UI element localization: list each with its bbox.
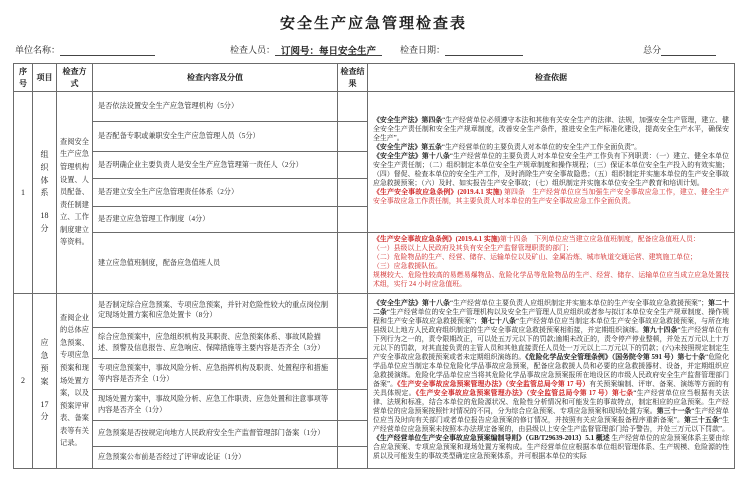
basis-paragraph: 规模较大、危险性较高的易燃易爆物品、危险化学品等危险物品的生产、经营、储存、运输单位应当成立应急处置技术组，实行 24 小时应急值班。 xyxy=(373,271,729,288)
basis-paragraph: 《安全生产法》第四条“生产经营单位必须遵守本法和其他有关安全生产的法律、法规，加强安全生产管理，建立、健全安全生产责任制和安全生产规章制度，改善安全生产条件，推进安全生产标准化建设，提高安全生产水平，确保安全生产”。 xyxy=(373,117,729,143)
basis-cell xyxy=(368,92,735,233)
unit-name-blank[interactable] xyxy=(60,44,155,56)
result-cell[interactable] xyxy=(338,207,368,233)
unit-name-label: 单位名称： xyxy=(15,45,61,55)
table-row xyxy=(14,233,735,294)
check-item-text: 是否配备专职或兼职安全生产应急管理人员（5分） xyxy=(93,122,338,152)
basis-paragraph: 《生产安全事故应急条例》(2019.4.1 实施)第十四条 下列单位应当建立应急值班制度，配备应急值班人员： xyxy=(373,236,700,243)
basis-cell xyxy=(368,233,735,294)
result-cell[interactable] xyxy=(338,179,368,207)
total-score-label: 总分 xyxy=(643,45,662,55)
result-cell[interactable] xyxy=(338,327,368,358)
inspector-value: 订阅号：每日安全生产 xyxy=(275,43,382,56)
date-blank[interactable] xyxy=(445,44,523,56)
check-item-text: 是否依法设置安全生产应急管理机构（5分） xyxy=(93,92,338,122)
result-cell[interactable] xyxy=(338,233,368,294)
method-cell: 查阅企业的总体应急预案、专项应急预案和现场处置方案，以及预案评审表、备案表等有关记录。 xyxy=(57,293,93,468)
total-score-field-group xyxy=(643,43,716,56)
col-header-project: 项目 xyxy=(33,64,57,92)
check-item-text: 建立应急值班制度，配备应急值班人员 xyxy=(93,233,338,294)
project-name: 组织体系 xyxy=(40,150,49,198)
check-item-text: 是否明确企业主要负责人是安全生产应急管理第一责任人（2分） xyxy=(93,152,338,179)
check-item-text: 综合应急预案中，应急组织机构及其职责、应急预案体系、事故风险描述、预警及信息报告、应急响应、保障措施等主要内容是否齐全（3分） xyxy=(93,327,338,358)
check-item-text: 应急预案公布前是否经过了评审或论证（1分） xyxy=(93,446,338,468)
result-cell[interactable] xyxy=(338,420,368,446)
col-header-content: 检查内容及分值 xyxy=(93,64,338,92)
date-label: 检查日期： xyxy=(400,45,446,55)
basis-paragraph: 《安全生产法》第十八条“生产经营单位主要负责人应组织制定并实施本单位的生产安全事故应急救援预案”；第二十二条“生产经营单位的安全生产管理机构以及安全生产管理人员应组织或者参与拟订本单位安全生产规章制度、操作规程和生产安全事故应急救援预案”；第七十八条“生产经营单位应当制定本单位生产安全事故应急救援预案，与所在地县级以上地方人民政府组织制定的生产安全事故应急救援预案相衔接，并定期组织演练。第九十四条“生产经营单位有下列行为之一的，责令限期改正，可以处五万元以下的罚款;逾期未改正的，责令停产停业整顿，并处五万元以上十万元以下的罚款，对其直接负责的主管人员和其他直接责任人员处一万元以上二万元以下的罚款；(六)未按照规定制定生产安全事故应急救援预案或者未定期组织演练的。《危险化学品安全管理条例》（国务院令第 591 号）第七十条“危险化学品单位应当制定本单位危险化学品事故应急预案，配备应急救援人员和必要的应急救援器材、设备，并定期组织应急救援演练。危险化学品单位应当将其危险化学品事故应急预案报所在地设区的市级人民政府安全生产监督管理部门备案”。《生产安全事故应急预案管理办法》（安全监管总局令第 17 号）有关预案编制、评审、备案、演练等方面的有关具体规定。《生产安全事故应急预案管理办法》（安全监管总局令第 17 号）第七条“生产经营单位应当根据有关法律、法规和标准，结合本单位的危险源状况、危险性分析情况和可能发生的事故特点，制定相应的应急预案。生产经营单位的应急预案按照针对情况的不同，分为综合应急预案、专项应急预案和现场处置方案。第三十一条“生产经营单位应当及时向有关部门或者单位报告应急预案的修订情况，并按照有关应急预案报备程序重新备案”。第三十五条“生产经营单位应急预案未按照本办法规定备案的，由县级以上安全生产监督管理部门给予警告，并处三万元以下罚款”。《生产经营单位生产安全事故应急预案编制导则》（GB/T29639-2013）5.1 概述 生产经营单位的应急预案体系主要由综合应急预案、专项应急预案和现场处置方案构成。生产经营单位应根据本单位组织管理体系、生产规模、危险源的性质以及可能发生的事故类型确定应急预案体系，并可根据本单位的实际 xyxy=(373,300,730,460)
meta-row xyxy=(15,43,732,56)
check-item-text: 现场处置方案中，事故风险分析、应急工作职责、应急处置和注意事项等内容是否齐全（1分） xyxy=(93,389,338,420)
basis-paragraph: 《安全生产法》第五条“生产经营单位的主要负责人对本单位的安全生产工作全面负责”。 xyxy=(373,144,641,152)
check-item-text: 是否建立安全生产应急管理责任体系（2分） xyxy=(93,179,338,207)
inspector-label: 检查人员： xyxy=(230,45,276,55)
table-row xyxy=(14,92,735,122)
result-cell[interactable] xyxy=(338,446,368,468)
basis-paragraph: （二）危险物品的生产、经营、储存、运输单位以及矿山、金属冶炼、城市轨道交通运营、建筑施工单位； xyxy=(373,253,697,261)
project-score: 18分 xyxy=(40,211,49,233)
basis-paragraph: 《生产安全事故应急条例》(2019.4.1 实施) 第四条 生产经营单位应当加强生产安全事故应急工作，建立、健全生产安全事故应急工作责任制，其主要负责人对本单位的生产安全事故应急工作全面负责。 xyxy=(373,188,729,205)
inspection-table xyxy=(13,63,735,469)
check-item-text: 专项应急预案中，事故风险分析、应急指挥机构及职责、处置程序和措施等内容是否齐全（1分） xyxy=(93,358,338,389)
row-number: 1 xyxy=(14,92,33,294)
result-cell[interactable] xyxy=(338,389,368,420)
col-header-method: 检查方式 xyxy=(57,64,93,92)
check-item-text: 应急预案是否按规定向地方人民政府安全生产监督管理部门备案（1分） xyxy=(93,420,338,446)
unit-name-field-group xyxy=(15,43,155,56)
check-item-text: 是否建立应急管理工作制度（4分） xyxy=(93,207,338,233)
date-field-group xyxy=(400,43,523,56)
check-item-text: 是否制定综合应急预案、专项应急预案，并针对危险性较大的重点岗位制定现场处置方案和应急处置卡（8分） xyxy=(93,293,338,327)
page-title: 安全生产应急管理检查表 xyxy=(279,16,467,32)
total-score-blank[interactable] xyxy=(661,44,716,56)
row-number: 2 xyxy=(14,293,33,468)
result-cell[interactable] xyxy=(338,152,368,179)
basis-paragraph: 《安全生产法》第十八条“生产经营单位的主要负责人对本单位安全生产工作负有下列职责：（一）建立、健全本单位安全生产责任制；（二）组织制定本单位安全生产规章制度和操作规程；（三）保证本单位安全生产投入的有效实施；（四）督促、检查本单位的安全生产工作，及时消除生产安全事故隐患；（五）组织制定并实施本单位的生产安全事故应急救援预案；（六）及时、如实报告生产安全事故；（七）组织制定并实施本单位安全生产教育和培训计划。 xyxy=(373,153,730,187)
project-cell xyxy=(33,293,57,468)
col-header-no: 序号 xyxy=(14,64,33,92)
project-cell xyxy=(33,92,57,294)
basis-paragraph: （三）应急救援队伍。 xyxy=(373,262,442,270)
result-cell[interactable] xyxy=(338,122,368,152)
table-row xyxy=(14,293,735,327)
basis-paragraph: （一）县级以上人民政府及其负有安全生产监督管理职责的部门； xyxy=(373,244,573,252)
inspector-field-group xyxy=(230,43,382,56)
table-header-row xyxy=(14,64,735,92)
result-cell[interactable] xyxy=(338,358,368,389)
project-score: 17分 xyxy=(40,399,49,422)
col-header-basis: 检查依据 xyxy=(368,64,735,92)
project-name: 应急预案 xyxy=(40,338,49,386)
method-cell: 查阅安全生产应急管理机构设置、人员配备、责任制建立、工作制度建立等资料。 xyxy=(57,92,93,294)
result-cell[interactable] xyxy=(338,293,368,327)
result-cell[interactable] xyxy=(338,92,368,122)
basis-cell xyxy=(368,293,735,468)
col-header-result: 检查结果 xyxy=(338,64,368,92)
